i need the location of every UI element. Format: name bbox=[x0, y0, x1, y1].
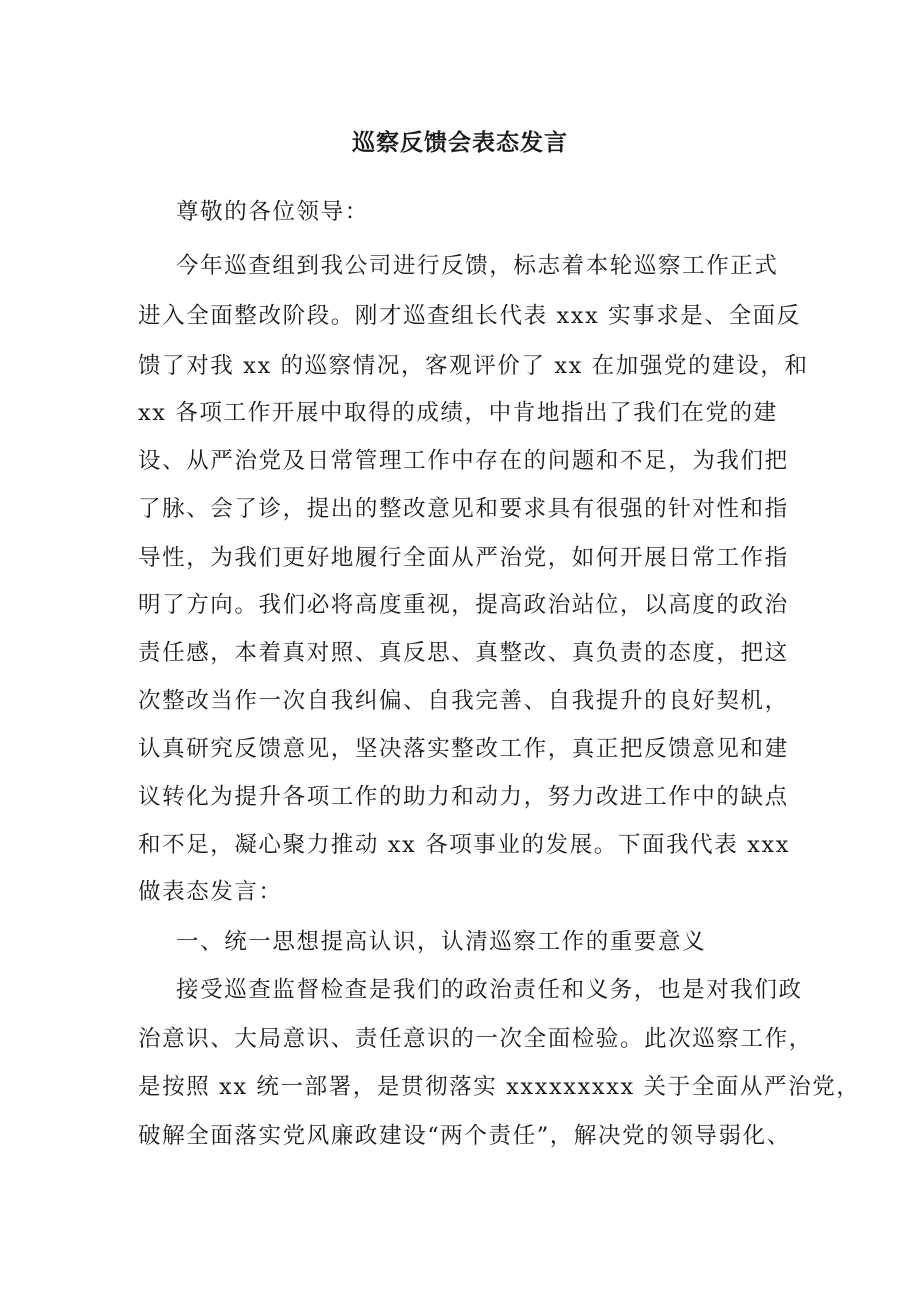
paragraph-line: 认真研究反馈意见，坚决落实整改工作，真正把反馈意见和建 bbox=[138, 736, 789, 762]
paragraph-line: 导性，为我们更好地履行全面从严治党，如何开展日常工作指 bbox=[138, 545, 789, 571]
salutation: 尊敬的各位领导： bbox=[176, 199, 369, 225]
paragraph-line: 责任感，本着真对照、真反思、真整改、真负责的态度，把这 bbox=[138, 640, 789, 666]
document-title: 巡察反馈会表态发言 bbox=[352, 130, 568, 156]
paragraph-line: 设、从严治党及日常管理工作中存在的问题和不足，为我们把 bbox=[138, 448, 789, 474]
paragraph-line: 做表态发言： bbox=[138, 879, 283, 905]
paragraph-line: 馈了对我 xx 的巡察情况，客观评价了 xx 在加强党的建设，和 bbox=[138, 353, 809, 379]
paragraph-line: 接受巡查监督检查是我们的政治责任和义务，也是对我们政 bbox=[176, 977, 803, 1003]
paragraph-line: 次整改当作一次自我纠偏、自我完善、自我提升的良好契机， bbox=[138, 688, 789, 714]
paragraph-line: 今年巡查组到我公司进行反馈，标志着本轮巡察工作正式 bbox=[176, 253, 779, 279]
paragraph-line: 和不足，凝心聚力推动 xx 各项事业的发展。下面我代表 xxx bbox=[138, 832, 791, 858]
paragraph-line: xx 各项工作开展中取得的成绩，中肯地指出了我们在党的建 bbox=[138, 400, 778, 426]
paragraph-line: 议转化为提升各项工作的助力和动力，努力改进工作中的缺点 bbox=[138, 784, 789, 810]
paragraph-line: 进入全面整改阶段。刚才巡查组长代表 xxx 实事求是、全面反 bbox=[138, 303, 801, 329]
paragraph-line: 治意识、大局意识、责任意识的一次全面检验。此次巡察工作， bbox=[138, 1026, 813, 1052]
paragraph-line: 破解全面落实党风廉政建设“两个责任”，解决党的领导弱化、 bbox=[138, 1123, 791, 1149]
paragraph-line: 是按照 xx 统一部署，是贯彻落实 xxxxxxxxx 关于全面从严治党， bbox=[138, 1074, 861, 1100]
paragraph-line: 明了方向。我们必将高度重视，提高政治站位，以高度的政治 bbox=[138, 592, 789, 618]
paragraph-line: 了脉、会了诊，提出的整改意见和要求具有很强的针对性和指 bbox=[138, 496, 789, 522]
section-heading: 一、统一思想提高认识，认清巡察工作的重要意义 bbox=[176, 929, 707, 955]
